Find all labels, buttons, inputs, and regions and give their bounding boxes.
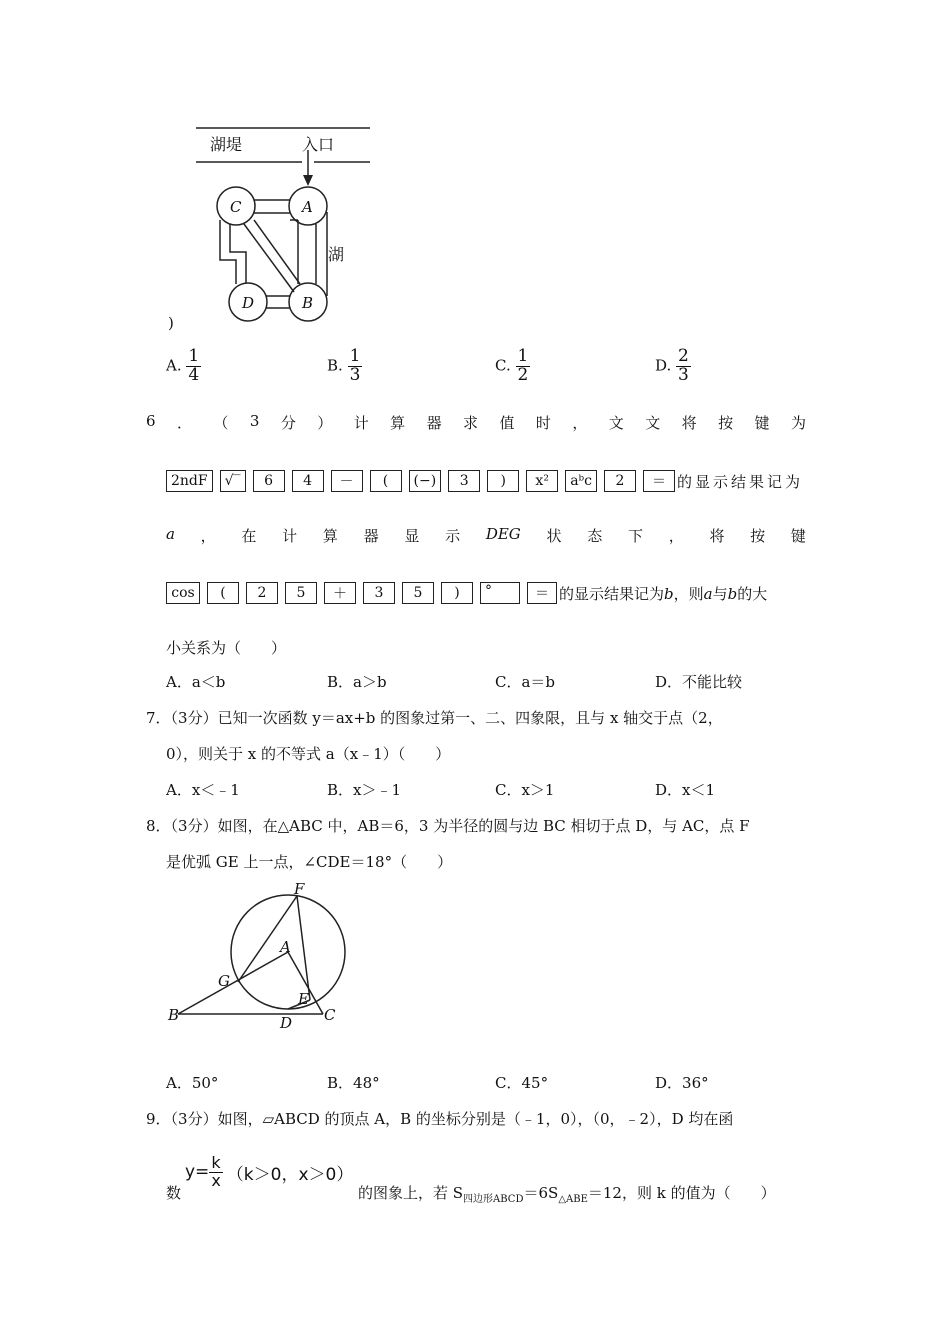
- node-label-d: D: [242, 294, 255, 312]
- q7-option-d[interactable]: D．x＜1: [655, 781, 716, 799]
- key-negative[interactable]: (−): [409, 470, 442, 492]
- q5-option-c[interactable]: C. $\frac{1}{2}$: [495, 346, 529, 385]
- q6-option-d[interactable]: D．不能比较: [655, 673, 743, 691]
- key-degree[interactable]: °: [480, 582, 520, 604]
- svg-text:C: C: [324, 1006, 336, 1024]
- q9-stem-line2: 的图象上，若 $S_{四边形ABCD}=6S_{\triangle ABE}=12$，则 k 的值为（ ）: [358, 1184, 776, 1205]
- q6-keys2-tail: 的显示结果记为b，则a与b的大: [559, 584, 768, 603]
- key-5b[interactable]: 5: [402, 582, 434, 604]
- key-4[interactable]: 4: [292, 470, 324, 492]
- q7-stem-line2: 0），则关于 x 的不等式 a（x﹣1）（ ）: [166, 745, 451, 763]
- q7-option-c[interactable]: C．x＞1: [495, 781, 555, 799]
- key-minus[interactable]: －: [331, 470, 363, 492]
- q8-option-a[interactable]: A．50°: [166, 1074, 219, 1092]
- key-cos[interactable]: cos: [166, 582, 200, 604]
- key-2b[interactable]: 2: [246, 582, 278, 604]
- q5-option-a[interactable]: A. $\frac{1}{4}$: [166, 346, 200, 385]
- key-3b[interactable]: 3: [363, 582, 395, 604]
- q9-stem-line2-prefix: 数: [166, 1184, 182, 1202]
- q6-keys1-tail: 的显示结果记为: [676, 472, 803, 491]
- key-close-paren-2[interactable]: ): [441, 582, 473, 604]
- q9-function-formula: y= $\frac{k}{x}$ （k＞0，x＞0）: [185, 1153, 354, 1190]
- figure-label-lake: 湖: [328, 245, 345, 264]
- figure-label-entrance: 入口: [302, 135, 335, 154]
- circle-triangle-figure: [160, 880, 360, 1040]
- key-equals[interactable]: ＝: [643, 470, 675, 492]
- svg-text:F: F: [294, 880, 305, 898]
- key-close-paren[interactable]: ): [487, 470, 519, 492]
- svg-text:G: G: [218, 972, 230, 990]
- key-equals-2[interactable]: ＝: [527, 582, 557, 604]
- key-plus[interactable]: ＋: [324, 582, 356, 604]
- q9-stem-line1: 9．（3分）如图，▱ABCD 的顶点 A，B 的坐标分别是（﹣1，0），（0，﹣2），D 均在函: [146, 1110, 734, 1128]
- node-label-b: B: [302, 294, 314, 312]
- key-2[interactable]: 2: [604, 470, 636, 492]
- q5-option-b[interactable]: B. $\frac{1}{3}$: [327, 346, 361, 385]
- key-fraction[interactable]: aᵇc: [565, 470, 597, 492]
- q8-option-d[interactable]: D．36°: [655, 1074, 709, 1092]
- key-sqrt[interactable]: √‾: [220, 470, 246, 492]
- q6-stem-line5: 小关系为（ ）: [166, 639, 287, 657]
- lake-path-diagram: [190, 120, 380, 330]
- q8-option-b[interactable]: B．48°: [327, 1074, 380, 1092]
- node-label-c: C: [230, 198, 242, 216]
- q5-option-c-fraction: $\frac{1}{2}$: [517, 346, 529, 385]
- q6-stem-line1: 6 ． （ 3 分 ） 计 算 器 求 值 时 ， 文 文 将 按 键 为: [146, 412, 806, 432]
- q7-option-b[interactable]: B．x＞﹣1: [327, 781, 402, 799]
- q6-key-sequence-1: [166, 470, 803, 492]
- key-5[interactable]: 5: [285, 582, 317, 604]
- q5-paren-close: ): [168, 314, 174, 332]
- svg-text:A: A: [280, 938, 291, 956]
- q7-stem-line1: 7．（3分）已知一次函数 y＝ax+b 的图象过第一、二、四象限，且与 x 轴交于点（2，: [146, 709, 723, 727]
- key-open-paren[interactable]: (: [370, 470, 402, 492]
- q7-option-a[interactable]: A．x＜﹣1: [166, 781, 240, 799]
- node-label-a: A: [302, 198, 313, 216]
- q6-option-a[interactable]: A．a＜b: [166, 673, 226, 691]
- figure-label-top-left: 湖堤: [210, 135, 243, 154]
- q8-stem-line2: 是优弧 GE 上一点，∠CDE＝18°（ ）: [166, 853, 453, 871]
- q6-option-b[interactable]: B．a＞b: [327, 673, 387, 691]
- q5-option-d[interactable]: D. $\frac{2}{3}$: [655, 346, 689, 385]
- q8-stem-line1: 8．（3分）如图，在△ABC 中，AB＝6，3 为半径的圆与边 BC 相切于点 D，与 AC，点 F: [146, 817, 750, 835]
- q8-option-c[interactable]: C．45°: [495, 1074, 549, 1092]
- svg-text:E: E: [298, 990, 309, 1008]
- key-6[interactable]: 6: [253, 470, 285, 492]
- q6-stem-line3: a ， 在 计 算 器 显 示 DEG 状 态 下 ， 将 按 键: [166, 525, 806, 545]
- q6-key-sequence-2: [166, 582, 767, 604]
- svg-text:B: B: [168, 1006, 180, 1024]
- key-square[interactable]: x²: [526, 470, 558, 492]
- q5-option-a-fraction: $\frac{1}{4}$: [188, 346, 200, 385]
- key-2ndf[interactable]: 2ndF: [166, 470, 213, 492]
- key-open-paren-2[interactable]: (: [207, 582, 239, 604]
- q6-option-c[interactable]: C．a＝b: [495, 673, 556, 691]
- key-3[interactable]: 3: [448, 470, 480, 492]
- q5-option-b-fraction: $\frac{1}{3}$: [349, 346, 361, 385]
- svg-text:D: D: [280, 1014, 293, 1032]
- q5-option-d-fraction: $\frac{2}{3}$: [678, 346, 689, 385]
